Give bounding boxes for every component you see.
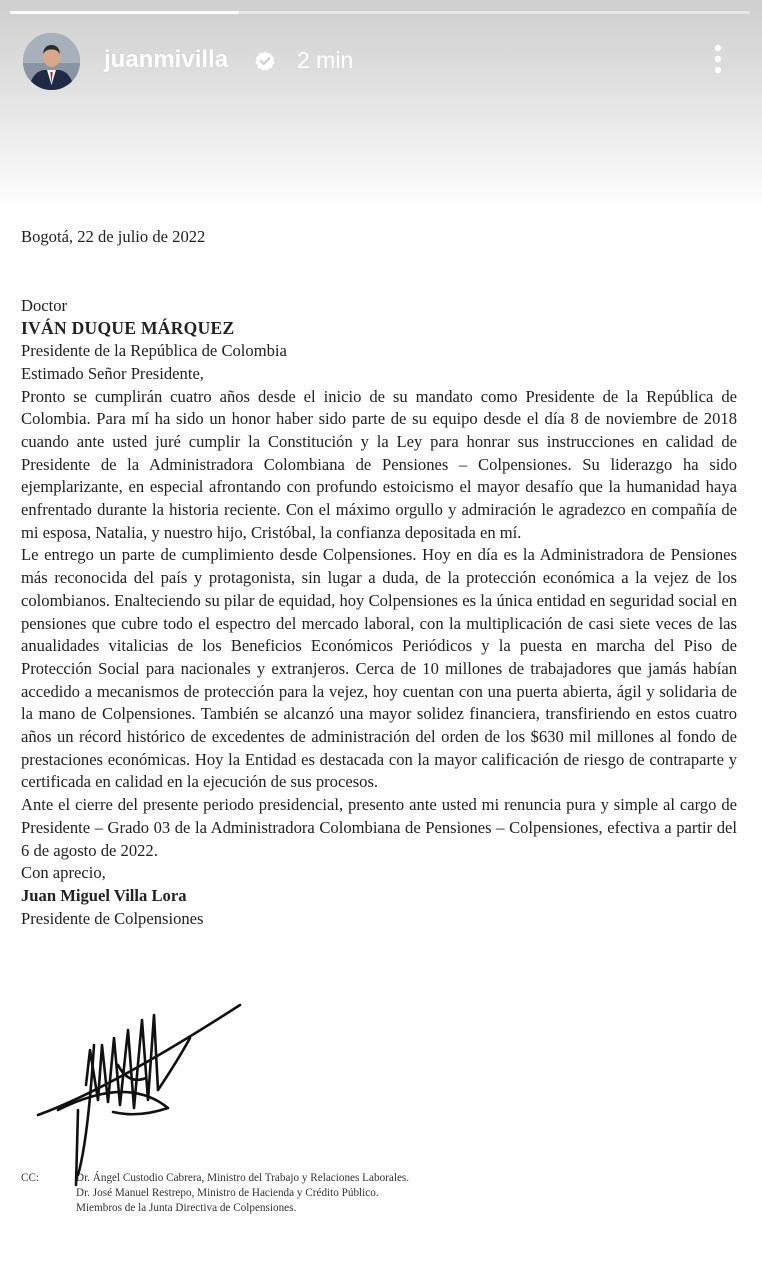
letter-closing: Con aprecio, xyxy=(21,863,106,883)
verified-badge-icon xyxy=(254,50,276,72)
cc-recipient: Miembros de la Junta Directiva de Colpensiones. xyxy=(76,1201,297,1214)
story-timestamp: 2 min xyxy=(297,47,354,73)
letter-paragraph-1: Pronto se cumplirán cuatro años desde el inicio de su mandato como Presidente de la República de Colombia. Para mí ha sido un honor haber sido parte de su equipo desde el día 8 de noviembre de 2018 cuando ante usted juré cumplir la Constitución y la Ley para honrar sus instrucciones en calidad de Presidente de la Administradora Colombiana de Pensiones – Colpensiones. Su liderazgo ha sido ejemplarizante, en especial afrontando con profundo estoicismo el mayor desafío que la humanidad haya enfrentado durante la historia reciente. Con el máximo orgullo y admiración le agradezco en compañía de mi esposa, Natalia, y nuestro hijo, Cristóbal, la confianza depositada en mí. xyxy=(21,386,737,542)
cc-recipient: Dr. José Manuel Restrepo, Ministro de Hacienda y Crédito Público. xyxy=(76,1186,379,1199)
letter-date: Bogotá, 22 de julio de 2022 xyxy=(21,227,206,246)
cc-recipient: Dr. Ángel Custodio Cabrera, Ministro del Trabajo y Relaciones Laborales. xyxy=(76,1172,410,1184)
story-progress-fill xyxy=(10,11,239,14)
recipient-name: IVÁN DUQUE MÁRQUEZ xyxy=(21,318,235,339)
profile-photo xyxy=(23,33,80,90)
salutation-title: Doctor xyxy=(21,295,68,315)
letter-document xyxy=(21,226,737,930)
signer-role: Presidente de Colpensiones xyxy=(21,908,204,928)
recipient-block xyxy=(21,295,737,363)
letter-paragraph-3: Ante el cierre del presente periodo presidencial, presento ante usted mi renuncia pura y simple al cargo de Presidente – Grado 03 de la Administradora Colombiana de Pensiones – Colpensiones, efectiva a partir del 6 de agosto de 2022. xyxy=(21,795,737,860)
cc-label: CC: xyxy=(21,1172,40,1184)
recipient-role: Presidente de la República de Colombia xyxy=(21,341,287,361)
story-username[interactable]: juanmivilla xyxy=(104,46,229,73)
header-gradient xyxy=(0,0,762,210)
letter-greeting: Estimado Señor Presidente, xyxy=(21,363,204,383)
handwritten-signature xyxy=(18,990,258,1190)
avatar[interactable] xyxy=(23,33,80,90)
more-options-icon[interactable] xyxy=(708,42,728,78)
story-progress-bar xyxy=(10,11,750,14)
letter-paragraph-2: Le entrego un parte de cumplimiento desde Colpensiones. Hoy en día es la Administradora de Pensiones más reconocida del país y protagonista, sin lugar a duda, de la protección económica a la vejez de los colombianos. Enalteciendo su pilar de equidad, hoy Colpensiones es la única entidad en seguridad social en pensiones que cubre todo el espectro del mercado laboral, con la multiplicación de casi siete veces de las anualidades vitalicias de los Beneficios Económicos Periódicos y la puesta en marcha del Piso de Protección Social para nacionales y extranjeros. Cerca de 10 millones de trabajadores que jamás habían accedido a mecanismos de protección para la vejez, hoy cuentan con una puerta abierta, ágil y solidaria de la mano de Colpensiones. También se alcanzó una mayor solidez financiera, transfiriendo en estos cuatro años un récord histórico de excedentes de administración del orden de los $630 mil millones al fondo de prestaciones económicas. Hoy la Entidad es destacada con la mayor calificación de riesgo de contraparte y certificada en calidad en la ejecución de sus procesos. xyxy=(21,545,737,792)
signer-name: Juan Miguel Villa Lora xyxy=(21,885,187,905)
